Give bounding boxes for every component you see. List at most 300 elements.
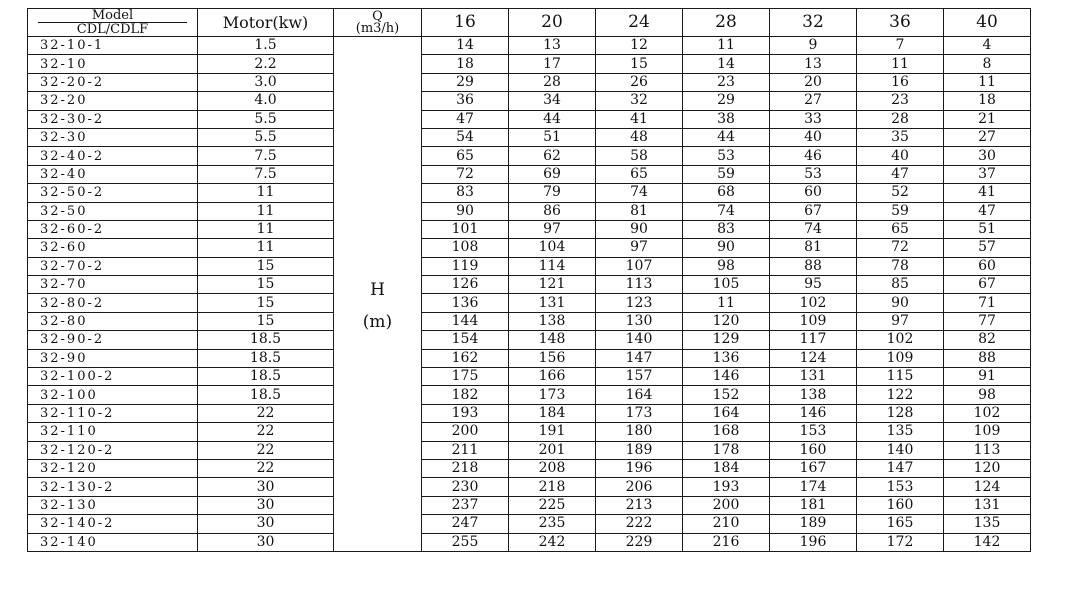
- model-cell: 32-130: [28, 496, 198, 514]
- head-value-cell: 68: [683, 184, 770, 202]
- head-value-cell: 27: [944, 128, 1031, 146]
- motor-power-cell: 11: [198, 184, 334, 202]
- head-value-cell: 44: [683, 128, 770, 146]
- head-value-cell: 147: [857, 459, 944, 477]
- model-cell: 32-30-2: [28, 110, 198, 128]
- head-value-cell: 101: [422, 220, 509, 238]
- motor-power-cell: 22: [198, 459, 334, 477]
- head-value-cell: 135: [944, 515, 1031, 533]
- table-row: [28, 349, 1031, 367]
- motor-power-cell: 18.5: [198, 349, 334, 367]
- head-value-cell: 28: [857, 110, 944, 128]
- head-value-cell: 122: [857, 386, 944, 404]
- head-value-cell: 23: [857, 92, 944, 110]
- head-value-cell: 13: [509, 37, 596, 55]
- head-value-cell: 16: [857, 73, 944, 91]
- model-cell: 32-70: [28, 276, 198, 294]
- head-value-cell: 38: [683, 110, 770, 128]
- head-value-cell: 9: [770, 37, 857, 55]
- model-cell: 32-20: [28, 92, 198, 110]
- flow-header-cell: 28: [683, 9, 770, 37]
- table-row: [28, 220, 1031, 238]
- head-value-cell: 184: [509, 404, 596, 422]
- motor-power-cell: 30: [198, 478, 334, 496]
- head-value-cell: 131: [509, 294, 596, 312]
- head-value-cell: 53: [770, 165, 857, 183]
- table-row: [28, 331, 1031, 349]
- head-value-cell: 17: [509, 55, 596, 73]
- flow-header-cell: 20: [509, 9, 596, 37]
- head-value-cell: 180: [596, 423, 683, 441]
- head-value-cell: 67: [770, 202, 857, 220]
- head-value-cell: 35: [857, 128, 944, 146]
- model-cell: 32-100-2: [28, 368, 198, 386]
- model-cell: 32-120: [28, 459, 198, 477]
- head-value-cell: 235: [509, 515, 596, 533]
- table-row: [28, 386, 1031, 404]
- head-value-cell: 67: [944, 276, 1031, 294]
- head-value-cell: 81: [770, 239, 857, 257]
- head-value-cell: 28: [509, 73, 596, 91]
- head-value-cell: 172: [857, 533, 944, 551]
- head-value-cell: 81: [596, 202, 683, 220]
- head-value-cell: 44: [509, 110, 596, 128]
- head-value-cell: 153: [770, 423, 857, 441]
- head-value-cell: 156: [509, 349, 596, 367]
- model-cell: 32-60: [28, 239, 198, 257]
- flow-header-cell: 36: [857, 9, 944, 37]
- head-value-cell: 53: [683, 147, 770, 165]
- head-value-cell: 7: [857, 37, 944, 55]
- head-value-cell: 154: [422, 331, 509, 349]
- head-value-cell: 78: [857, 257, 944, 275]
- head-value-cell: 146: [770, 404, 857, 422]
- head-value-cell: 129: [683, 331, 770, 349]
- head-value-cell: 29: [422, 73, 509, 91]
- head-value-cell: 218: [422, 459, 509, 477]
- head-value-cell: 124: [944, 478, 1031, 496]
- head-value-cell: 32: [596, 92, 683, 110]
- head-value-cell: 74: [596, 184, 683, 202]
- head-value-cell: 60: [770, 184, 857, 202]
- model-header-bottom: CDL/CDLF: [76, 22, 149, 37]
- head-value-cell: 8: [944, 55, 1031, 73]
- head-value-cell: 211: [422, 441, 509, 459]
- head-value-cell: 142: [944, 533, 1031, 551]
- head-value-cell: 113: [944, 441, 1031, 459]
- head-value-cell: 136: [683, 349, 770, 367]
- head-value-cell: 130: [596, 312, 683, 330]
- motor-header: Motor(kw): [198, 9, 334, 37]
- model-cell: 32-50: [28, 202, 198, 220]
- motor-power-cell: 11: [198, 239, 334, 257]
- head-value-cell: 27: [770, 92, 857, 110]
- head-value-cell: 189: [596, 441, 683, 459]
- head-value-cell: 51: [944, 220, 1031, 238]
- head-value-cell: 33: [770, 110, 857, 128]
- head-value-cell: 97: [857, 312, 944, 330]
- head-value-cell: 90: [422, 202, 509, 220]
- head-value-cell: 82: [944, 331, 1031, 349]
- head-value-cell: 60: [944, 257, 1031, 275]
- head-value-cell: 90: [857, 294, 944, 312]
- flow-rate-header-top: Q: [372, 8, 383, 24]
- head-value-cell: 128: [857, 404, 944, 422]
- head-value-cell: 58: [596, 147, 683, 165]
- head-value-cell: 165: [857, 515, 944, 533]
- model-cell: 32-100: [28, 386, 198, 404]
- head-value-cell: 40: [857, 147, 944, 165]
- head-value-cell: 210: [683, 515, 770, 533]
- head-value-cell: 47: [857, 165, 944, 183]
- head-value-cell: 225: [509, 496, 596, 514]
- model-cell: 32-50-2: [28, 184, 198, 202]
- head-value-cell: 175: [422, 368, 509, 386]
- head-value-cell: 213: [596, 496, 683, 514]
- head-value-cell: 115: [857, 368, 944, 386]
- motor-power-cell: 5.5: [198, 110, 334, 128]
- motor-power-cell: 15: [198, 312, 334, 330]
- motor-power-cell: 30: [198, 515, 334, 533]
- head-value-cell: 97: [596, 239, 683, 257]
- head-value-cell: 140: [596, 331, 683, 349]
- flow-rate-header: [334, 9, 422, 37]
- head-value-cell: 54: [422, 128, 509, 146]
- motor-power-cell: 30: [198, 496, 334, 514]
- model-cell: 32-110-2: [28, 404, 198, 422]
- head-value-cell: 95: [770, 276, 857, 294]
- head-value-cell: 144: [422, 312, 509, 330]
- head-value-cell: 108: [422, 239, 509, 257]
- head-value-cell: 11: [683, 37, 770, 55]
- head-value-cell: 41: [596, 110, 683, 128]
- flow-header-cell: 40: [944, 9, 1031, 37]
- table-row: [28, 37, 1031, 55]
- head-value-cell: 98: [683, 257, 770, 275]
- table-row: [28, 128, 1031, 146]
- head-value-cell: 77: [944, 312, 1031, 330]
- motor-power-cell: 11: [198, 202, 334, 220]
- head-value-cell: 65: [596, 165, 683, 183]
- head-value-cell: 162: [422, 349, 509, 367]
- head-value-cell: 57: [944, 239, 1031, 257]
- head-value-cell: 59: [857, 202, 944, 220]
- head-value-cell: 164: [596, 386, 683, 404]
- head-value-cell: 97: [509, 220, 596, 238]
- model-cell: 32-120-2: [28, 441, 198, 459]
- head-value-cell: 229: [596, 533, 683, 551]
- head-value-cell: 113: [596, 276, 683, 294]
- motor-power-cell: 1.5: [198, 37, 334, 55]
- head-value-cell: 105: [683, 276, 770, 294]
- head-value-cell: 48: [596, 128, 683, 146]
- motor-power-cell: 18.5: [198, 331, 334, 349]
- head-value-cell: 173: [596, 404, 683, 422]
- head-value-cell: 193: [683, 478, 770, 496]
- head-value-cell: 119: [422, 257, 509, 275]
- head-value-cell: 40: [770, 128, 857, 146]
- flow-header-cell: 24: [596, 9, 683, 37]
- motor-power-cell: 18.5: [198, 368, 334, 386]
- motor-power-cell: 15: [198, 276, 334, 294]
- head-value-cell: 230: [422, 478, 509, 496]
- head-value-cell: 51: [509, 128, 596, 146]
- head-value-cell: 148: [509, 331, 596, 349]
- flow-rate-header-bottom: (m3/h): [355, 20, 400, 36]
- model-cell: 32-140: [28, 533, 198, 551]
- head-value-cell: 135: [857, 423, 944, 441]
- motor-power-cell: 22: [198, 423, 334, 441]
- table-row: [28, 404, 1031, 422]
- head-value-cell: 107: [596, 257, 683, 275]
- head-value-cell: 83: [422, 184, 509, 202]
- table-row: [28, 533, 1031, 551]
- table-row: [28, 515, 1031, 533]
- head-value-cell: 69: [509, 165, 596, 183]
- head-value-cell: 65: [857, 220, 944, 238]
- head-value-cell: 189: [770, 515, 857, 533]
- model-cell: 32-30: [28, 128, 198, 146]
- model-cell: 32-80-2: [28, 294, 198, 312]
- table-row: [28, 92, 1031, 110]
- model-cell: 32-130-2: [28, 478, 198, 496]
- head-value-cell: 14: [683, 55, 770, 73]
- head-value-cell: 164: [683, 404, 770, 422]
- head-value-cell: 88: [944, 349, 1031, 367]
- head-value-cell: 85: [857, 276, 944, 294]
- head-value-cell: 59: [683, 165, 770, 183]
- motor-power-cell: 2.2: [198, 55, 334, 73]
- model-cell: 32-10-1: [28, 37, 198, 55]
- table-row: [28, 55, 1031, 73]
- table-row: [28, 276, 1031, 294]
- head-value-cell: 255: [422, 533, 509, 551]
- head-value-cell: 26: [596, 73, 683, 91]
- head-value-cell: 196: [596, 459, 683, 477]
- head-value-cell: 109: [857, 349, 944, 367]
- head-value-cell: 200: [683, 496, 770, 514]
- table-row: [28, 478, 1031, 496]
- model-cell: 32-70-2: [28, 257, 198, 275]
- motor-power-cell: 5.5: [198, 128, 334, 146]
- motor-power-cell: 3.0: [198, 73, 334, 91]
- model-cell: 32-60-2: [28, 220, 198, 238]
- head-value-cell: 237: [422, 496, 509, 514]
- head-value-cell: 193: [422, 404, 509, 422]
- model-cell: 32-110: [28, 423, 198, 441]
- head-value-cell: 12: [596, 37, 683, 55]
- head-value-cell: 120: [683, 312, 770, 330]
- motor-power-cell: 18.5: [198, 386, 334, 404]
- model-cell: 32-20-2: [28, 73, 198, 91]
- head-value-cell: 208: [509, 459, 596, 477]
- head-value-cell: 146: [683, 368, 770, 386]
- head-value-cell: 160: [857, 496, 944, 514]
- model-cell: 32-80: [28, 312, 198, 330]
- head-value-cell: 201: [509, 441, 596, 459]
- head-value-cell: 98: [944, 386, 1031, 404]
- head-value-cell: 30: [944, 147, 1031, 165]
- head-value-cell: 117: [770, 331, 857, 349]
- head-value-cell: 13: [770, 55, 857, 73]
- head-value-cell: 247: [422, 515, 509, 533]
- head-value-cell: 181: [770, 496, 857, 514]
- table-row: [28, 294, 1031, 312]
- head-value-cell: 62: [509, 147, 596, 165]
- head-value-cell: 124: [770, 349, 857, 367]
- motor-power-cell: 7.5: [198, 147, 334, 165]
- head-value-cell: 222: [596, 515, 683, 533]
- head-value-cell: 182: [422, 386, 509, 404]
- table-row: [28, 184, 1031, 202]
- model-cell: 32-140-2: [28, 515, 198, 533]
- head-value-cell: 131: [944, 496, 1031, 514]
- head-value-cell: 131: [770, 368, 857, 386]
- header-row: [28, 9, 1031, 37]
- head-value-cell: 20: [770, 73, 857, 91]
- head-value-cell: 91: [944, 368, 1031, 386]
- head-label-top: H: [370, 279, 385, 300]
- table-row: [28, 459, 1031, 477]
- table-row: [28, 257, 1031, 275]
- model-header: [28, 9, 198, 37]
- head-value-cell: 83: [683, 220, 770, 238]
- pump-performance-table: [27, 8, 1031, 552]
- head-value-cell: 102: [770, 294, 857, 312]
- table-row: [28, 368, 1031, 386]
- head-value-cell: 36: [422, 92, 509, 110]
- head-value-cell: 86: [509, 202, 596, 220]
- head-value-cell: 47: [944, 202, 1031, 220]
- table-row: [28, 423, 1031, 441]
- head-value-cell: 168: [683, 423, 770, 441]
- head-value-cell: 173: [509, 386, 596, 404]
- table-row: [28, 202, 1031, 220]
- head-value-cell: 152: [683, 386, 770, 404]
- head-value-cell: 46: [770, 147, 857, 165]
- motor-power-cell: 30: [198, 533, 334, 551]
- head-value-cell: 72: [422, 165, 509, 183]
- model-cell: 32-90-2: [28, 331, 198, 349]
- motor-power-cell: 7.5: [198, 165, 334, 183]
- head-value-cell: 147: [596, 349, 683, 367]
- head-value-cell: 90: [596, 220, 683, 238]
- table-row: [28, 147, 1031, 165]
- head-value-cell: 11: [857, 55, 944, 73]
- head-value-cell: 21: [944, 110, 1031, 128]
- table-row: [28, 73, 1031, 91]
- table-row: [28, 165, 1031, 183]
- head-value-cell: 157: [596, 368, 683, 386]
- table-row: [28, 312, 1031, 330]
- head-value-cell: 138: [509, 312, 596, 330]
- flow-header-cell: 16: [422, 9, 509, 37]
- head-value-cell: 11: [683, 294, 770, 312]
- head-value-cell: 200: [422, 423, 509, 441]
- head-value-cell: 216: [683, 533, 770, 551]
- head-value-cell: 191: [509, 423, 596, 441]
- head-value-cell: 102: [944, 404, 1031, 422]
- head-value-cell: 18: [944, 92, 1031, 110]
- head-value-cell: 166: [509, 368, 596, 386]
- table-body: [28, 9, 1031, 552]
- table-row: [28, 239, 1031, 257]
- head-value-cell: 109: [770, 312, 857, 330]
- head-value-cell: 74: [770, 220, 857, 238]
- head-value-cell: 71: [944, 294, 1031, 312]
- head-label-cell: [334, 37, 422, 552]
- head-value-cell: 90: [683, 239, 770, 257]
- head-value-cell: 196: [770, 533, 857, 551]
- head-value-cell: 41: [944, 184, 1031, 202]
- head-value-cell: 79: [509, 184, 596, 202]
- model-cell: 32-90: [28, 349, 198, 367]
- head-label-bottom: (m): [362, 311, 393, 332]
- head-value-cell: 23: [683, 73, 770, 91]
- head-value-cell: 160: [770, 441, 857, 459]
- head-value-cell: 52: [857, 184, 944, 202]
- head-value-cell: 65: [422, 147, 509, 165]
- motor-power-cell: 4.0: [198, 92, 334, 110]
- head-value-cell: 138: [770, 386, 857, 404]
- head-value-cell: 206: [596, 478, 683, 496]
- head-value-cell: 178: [683, 441, 770, 459]
- table-row: [28, 110, 1031, 128]
- model-cell: 32-40-2: [28, 147, 198, 165]
- motor-power-cell: 11: [198, 220, 334, 238]
- head-value-cell: 121: [509, 276, 596, 294]
- motor-power-cell: 22: [198, 441, 334, 459]
- model-header-top: Model: [38, 9, 187, 23]
- head-value-cell: 109: [944, 423, 1031, 441]
- head-value-cell: 218: [509, 478, 596, 496]
- head-value-cell: 11: [944, 73, 1031, 91]
- head-value-cell: 120: [944, 459, 1031, 477]
- head-value-cell: 153: [857, 478, 944, 496]
- head-value-cell: 140: [857, 441, 944, 459]
- motor-power-cell: 22: [198, 404, 334, 422]
- head-value-cell: 114: [509, 257, 596, 275]
- model-cell: 32-40: [28, 165, 198, 183]
- motor-power-cell: 15: [198, 294, 334, 312]
- head-value-cell: 126: [422, 276, 509, 294]
- head-value-cell: 74: [683, 202, 770, 220]
- head-value-cell: 47: [422, 110, 509, 128]
- table-row: [28, 441, 1031, 459]
- flow-header-cell: 32: [770, 9, 857, 37]
- head-value-cell: 123: [596, 294, 683, 312]
- head-value-cell: 242: [509, 533, 596, 551]
- head-value-cell: 136: [422, 294, 509, 312]
- head-value-cell: 88: [770, 257, 857, 275]
- head-value-cell: 37: [944, 165, 1031, 183]
- head-value-cell: 104: [509, 239, 596, 257]
- head-value-cell: 29: [683, 92, 770, 110]
- head-value-cell: 34: [509, 92, 596, 110]
- model-cell: 32-10: [28, 55, 198, 73]
- head-value-cell: 15: [596, 55, 683, 73]
- head-value-cell: 102: [857, 331, 944, 349]
- head-value-cell: 174: [770, 478, 857, 496]
- head-value-cell: 72: [857, 239, 944, 257]
- head-value-cell: 184: [683, 459, 770, 477]
- head-value-cell: 167: [770, 459, 857, 477]
- head-value-cell: 14: [422, 37, 509, 55]
- motor-power-cell: 15: [198, 257, 334, 275]
- head-value-cell: 4: [944, 37, 1031, 55]
- head-value-cell: 18: [422, 55, 509, 73]
- table-row: [28, 496, 1031, 514]
